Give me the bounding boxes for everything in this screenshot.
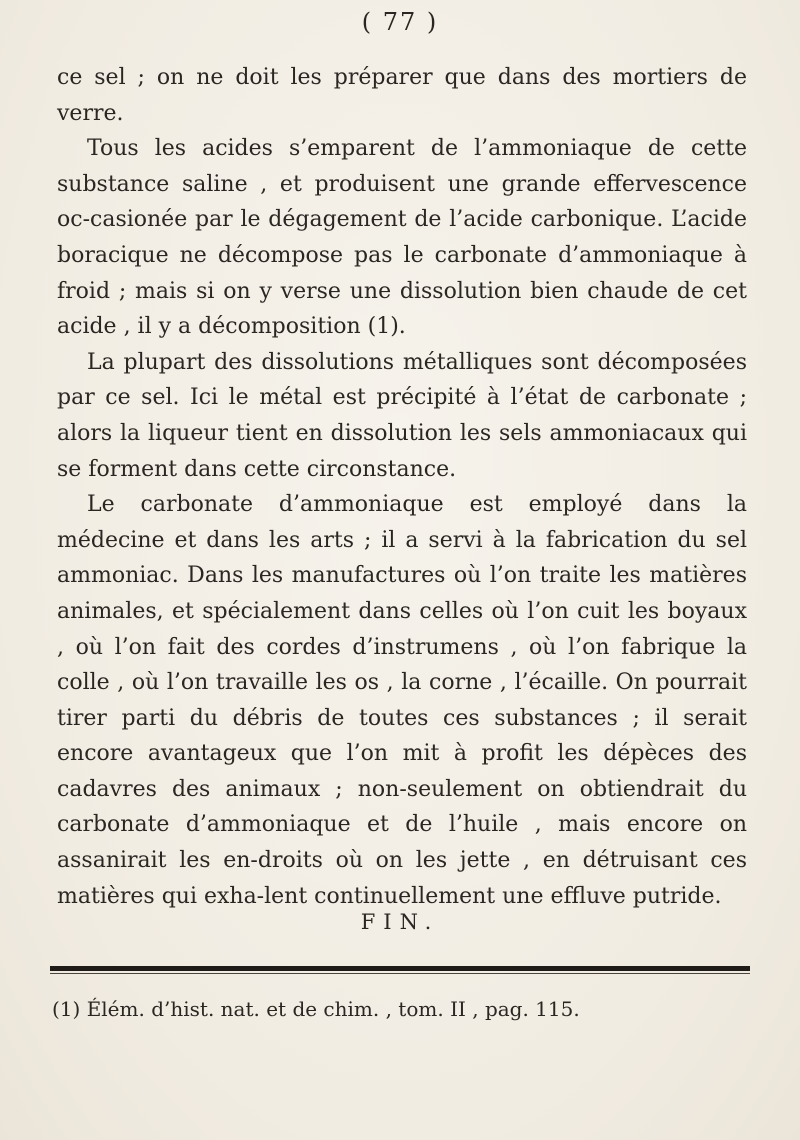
paragraph-metallic-dissolutions: La plupart des dissolutions métalliques sont décomposées par ce sel. Ici le métal est précipité à l’état de carbonate ; alors la liqueur tient en dissolution les sels ammoniacaux qui se forment dans cette circonstance.	[57, 349, 747, 482]
fin-heading: FIN.	[360, 910, 440, 934]
paragraph-continuation: ce sel ; on ne doit les préparer que dans des mortiers de verre.	[57, 65, 747, 126]
footnote-rule	[50, 966, 750, 971]
paragraph-acids: Tous les acides s’emparent de l’ammoniaque de cette substance saline , et produisent une grande effervescence oc-casionée par le dégagement de l’acide carbonique. L’acide boracique ne décompose pas le carbonate d’ammoniaque à froid ; mais si on y verse une dissolution bien chaude de cet acide , il y a décomposition (1).	[57, 136, 747, 340]
footnote-rule-thin	[50, 973, 750, 974]
body-text	[57, 60, 747, 914]
paragraph-uses: Le carbonate d’ammoniaque est employé dans la médecine et dans les arts ; il a servi à la fabrication du sel ammoniac. Dans les manufactures où l’on traite les matières animales, et spécialement dans celles où l’on cuit les boyaux , où l’on fait des cordes d’instrumens , où l’on fabrique la colle , où l’on travaille les os , la corne , l’écaille. On pourrait tirer parti du débris de toutes ces substances ; il serait encore avantageux que l’on mit à profit les dépèces des cadavres des animaux ; non-seulement on obtiendrait du carbonate d’ammoniaque et de l’huile , mais encore on assanirait les en-droits où on les jette , en détruisant ces matières qui exha-lent continuellement une effluve putride.	[57, 492, 747, 909]
page-number: ( 77 )	[361, 8, 439, 36]
footnote: (1) Élém. d’hist. nat. et de chim. , tom. II , pag. 115.	[52, 997, 580, 1021]
